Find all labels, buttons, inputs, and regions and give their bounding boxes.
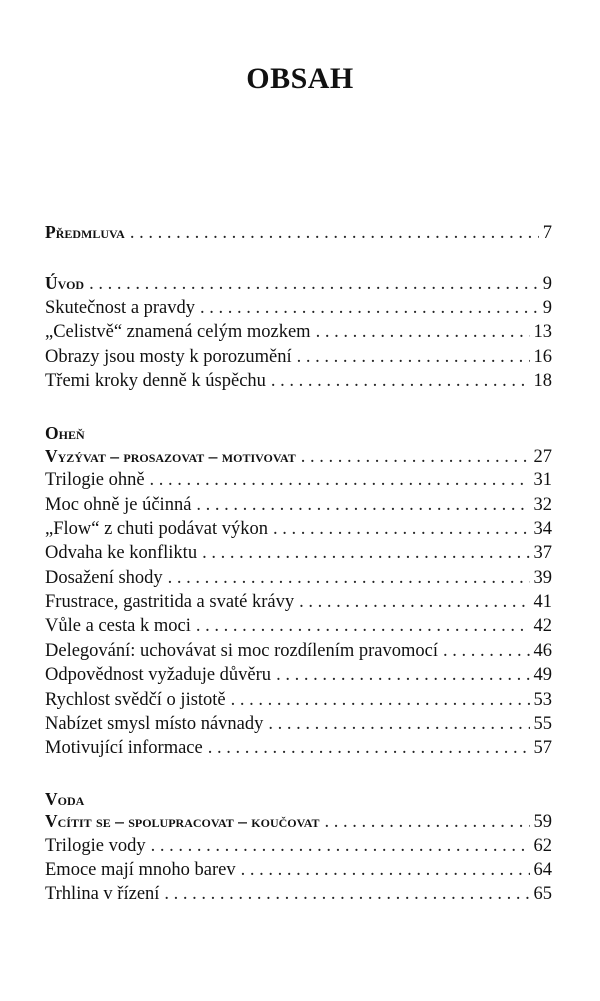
table-of-contents bbox=[45, 222, 552, 929]
toc-leader-dots bbox=[130, 223, 539, 244]
toc-leader-dots bbox=[89, 274, 539, 295]
toc-entry-label: Trhlina v řízení bbox=[45, 884, 160, 905]
toc-entry[interactable] bbox=[45, 519, 552, 543]
toc-leader-dots bbox=[273, 519, 530, 540]
toc-entry-label: Vcítit se – spolupracovat – koučovat bbox=[45, 811, 320, 832]
toc-entry[interactable] bbox=[45, 836, 552, 860]
toc-entry-label: Odpovědnost vyžaduje důvěru bbox=[45, 665, 272, 686]
toc-section-preface bbox=[45, 222, 552, 246]
toc-entry[interactable] bbox=[45, 470, 552, 494]
toc-leader-dots bbox=[196, 616, 530, 637]
toc-entry[interactable] bbox=[45, 495, 552, 519]
toc-entry[interactable] bbox=[45, 860, 552, 884]
toc-entry-label: Rychlost svědčí o jistotě bbox=[45, 689, 226, 710]
toc-entry-page: 39 bbox=[533, 567, 552, 588]
toc-entry[interactable] bbox=[45, 298, 552, 322]
toc-leader-dots bbox=[202, 543, 529, 564]
toc-leader-dots bbox=[297, 347, 530, 368]
toc-entry-page: 55 bbox=[533, 714, 552, 735]
toc-entry-page: 7 bbox=[542, 223, 552, 243]
toc-entry-page: 31 bbox=[533, 470, 552, 491]
toc-section-heading: Oheň bbox=[45, 423, 85, 444]
toc-entry-label: „Flow“ z chuti podávat výkon bbox=[45, 518, 268, 539]
toc-entry-label: Delegování: uchovávat si moc rozdílením pravomocí bbox=[45, 640, 439, 661]
toc-entry-label: Motivující informace bbox=[45, 738, 203, 759]
toc-entry[interactable] bbox=[45, 322, 552, 346]
toc-entry-label: Trilogie vody bbox=[45, 835, 146, 856]
toc-entry[interactable] bbox=[45, 665, 552, 689]
toc-entry[interactable] bbox=[45, 371, 552, 395]
page-title: OBSAH bbox=[246, 62, 354, 95]
toc-entry-page: 59 bbox=[533, 812, 552, 833]
toc-entry[interactable] bbox=[45, 714, 552, 738]
toc-entry-page: 53 bbox=[533, 689, 552, 710]
toc-entry[interactable] bbox=[45, 811, 552, 835]
toc-leader-dots bbox=[316, 322, 530, 343]
toc-entry-page: 46 bbox=[533, 640, 552, 661]
toc-entry-label: Trilogie ohně bbox=[45, 470, 145, 491]
toc-entry-label: Frustrace, gastritida a svaté krávy bbox=[45, 592, 295, 613]
toc-entry-page: 57 bbox=[533, 738, 552, 759]
toc-section-heading: Voda bbox=[45, 788, 85, 809]
toc-entry[interactable] bbox=[45, 222, 552, 246]
toc-entry-page: 18 bbox=[533, 370, 552, 391]
toc-entry-page: 13 bbox=[533, 322, 552, 343]
toc-entry-label: Vůle a cesta k moci bbox=[45, 616, 191, 637]
toc-section-water bbox=[45, 787, 552, 909]
toc-entry-label: Obrazy jsou mosty k porozumění bbox=[45, 346, 292, 367]
toc-entry-page: 34 bbox=[533, 518, 552, 539]
toc-entry-label: Skutečnost a pravdy bbox=[45, 297, 196, 318]
toc-leader-dots bbox=[164, 884, 529, 905]
toc-leader-dots bbox=[168, 568, 530, 589]
toc-entry[interactable] bbox=[45, 543, 552, 567]
toc-leader-dots bbox=[325, 812, 530, 833]
toc-entry-label: Vyzývat – prosazovat – motivovat bbox=[45, 445, 296, 466]
toc-entry-label: Moc ohně je účinná bbox=[45, 494, 192, 515]
toc-leader-dots bbox=[443, 641, 529, 662]
toc-entry[interactable] bbox=[45, 446, 552, 470]
toc-entry-label: Třemi kroky denně k úspěchu bbox=[45, 370, 266, 391]
toc-entry-label: Úvod bbox=[45, 273, 85, 294]
toc-leader-dots bbox=[196, 495, 529, 516]
toc-entry-label: Dosažení shody bbox=[45, 567, 163, 588]
toc-entry[interactable] bbox=[45, 641, 552, 665]
toc-entry[interactable] bbox=[45, 592, 552, 616]
toc-entry-page: 27 bbox=[533, 446, 552, 467]
toc-leader-dots bbox=[200, 298, 539, 319]
toc-entry[interactable] bbox=[45, 568, 552, 592]
toc-entry-page: 32 bbox=[533, 494, 552, 515]
toc-leader-dots bbox=[241, 860, 530, 881]
toc-entry-page: 16 bbox=[533, 346, 552, 367]
toc-leader-dots bbox=[268, 714, 529, 735]
toc-leader-dots bbox=[276, 665, 529, 686]
toc-entry[interactable] bbox=[45, 738, 552, 762]
toc-leader-dots bbox=[301, 447, 530, 468]
toc-section-fire bbox=[45, 421, 552, 762]
toc-leader-dots bbox=[271, 371, 530, 392]
toc-entry[interactable] bbox=[45, 690, 552, 714]
toc-entry-page: 64 bbox=[533, 859, 552, 880]
toc-entry-page: 65 bbox=[533, 884, 552, 905]
toc-entry-page: 41 bbox=[533, 592, 552, 613]
toc-entry[interactable] bbox=[45, 273, 552, 297]
toc-entry-page: 42 bbox=[533, 616, 552, 637]
toc-entry[interactable] bbox=[45, 616, 552, 640]
toc-section-intro bbox=[45, 273, 552, 395]
toc-entry-page: 9 bbox=[542, 297, 552, 318]
toc-leader-dots bbox=[150, 470, 530, 491]
toc-entry-label: „Celistvě“ znamená celým mozkem bbox=[45, 322, 311, 343]
toc-leader-dots bbox=[231, 690, 530, 711]
toc-entry-label: Odvaha ke konfliktu bbox=[45, 543, 198, 564]
toc-entry-label: Předmluva bbox=[45, 222, 125, 242]
toc-entry[interactable] bbox=[45, 884, 552, 908]
toc-entry-label: Emoce mají mnoho barev bbox=[45, 859, 236, 880]
toc-entry[interactable] bbox=[45, 347, 552, 371]
toc-leader-dots bbox=[299, 592, 529, 613]
toc-leader-dots bbox=[151, 836, 530, 857]
toc-entry-page: 62 bbox=[533, 835, 552, 856]
toc-entry-page: 9 bbox=[542, 274, 552, 295]
toc-leader-dots bbox=[208, 738, 530, 759]
toc-entry-page: 37 bbox=[533, 543, 552, 564]
toc-entry-label: Nabízet smysl místo návnady bbox=[45, 714, 264, 735]
toc-entry-page: 49 bbox=[533, 665, 552, 686]
